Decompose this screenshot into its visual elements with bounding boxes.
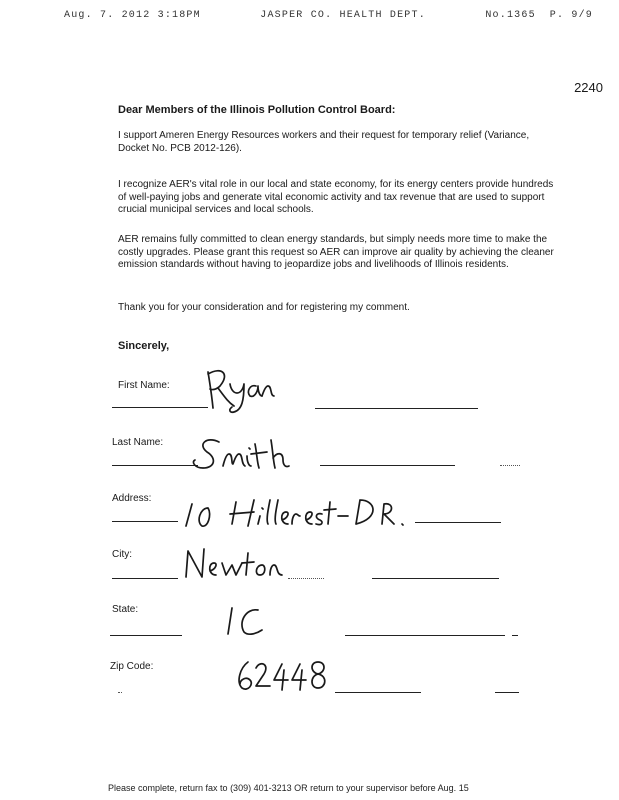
city-line-right <box>372 578 499 579</box>
first-name-line-right <box>315 408 478 409</box>
letter-paragraph: I support Ameren Energy Resources workers and their request for temporary relief (Variance, Docket No. PCB 2012-126). <box>118 130 530 154</box>
address-handwriting <box>178 494 418 534</box>
state-line-tail <box>512 635 518 636</box>
city-dots <box>288 578 324 579</box>
address-label: Address: <box>112 493 152 504</box>
fax-page-number: P. 9/9 <box>549 10 593 21</box>
city-label: City: <box>112 549 132 560</box>
zip-code-line-right <box>335 692 421 693</box>
letter-closing: Sincerely, <box>118 340 170 352</box>
zip-code-handwriting <box>232 654 332 698</box>
last-name-label: Last Name: <box>112 437 164 448</box>
fax-number: No.1365 <box>485 10 536 21</box>
first-name-line-left <box>112 407 208 408</box>
address-line-right <box>415 522 501 523</box>
letter-paragraph: Thank you for your consideration and for registering my comment. <box>118 302 410 313</box>
address-line-left <box>112 521 178 522</box>
letter-paragraph: AER remains fully committed to clean energy standards, but simply needs more time to make the costly upgrades. Please grant this request so AER can improve air quality by achieving the cleaner emission standards without having to jeopardize jobs and livelihoods of Illinois residents. <box>118 234 554 270</box>
state-handwriting <box>222 602 272 640</box>
fax-sender: JASPER CO. HEALTH DEPT. <box>260 10 426 21</box>
last-name-handwriting <box>185 432 295 476</box>
city-line-left <box>112 578 178 579</box>
last-name-line-right <box>320 465 455 466</box>
zip-code-dot <box>118 692 122 693</box>
zip-code-label: Zip Code: <box>110 661 154 672</box>
document-number: 2240 <box>574 80 603 95</box>
city-handwriting <box>178 543 288 583</box>
state-line-right <box>345 635 505 636</box>
state-label: State: <box>112 604 139 615</box>
first-name-handwriting <box>196 362 276 416</box>
fax-date-time: Aug. 7. 2012 3:18PM <box>64 10 201 21</box>
last-name-dots <box>500 465 520 466</box>
letter-salutation: Dear Members of the Illinois Pollution Control Board: <box>118 104 396 116</box>
footer-instructions: Please complete, return fax to (309) 401-3213 OR return to your supervisor before Aug. 15 <box>108 783 469 793</box>
zip-code-line-tail <box>495 692 519 693</box>
fax-header <box>64 10 593 21</box>
first-name-label: First Name: <box>118 380 170 391</box>
letter-paragraph: I recognize AER's vital role in our local and state economy, for its energy centers provide hundreds of well-paying jobs and generate vital economic activity and tax revenue that are used to support crucial municipal services and local schools. <box>118 179 554 215</box>
state-line-left <box>110 635 182 636</box>
